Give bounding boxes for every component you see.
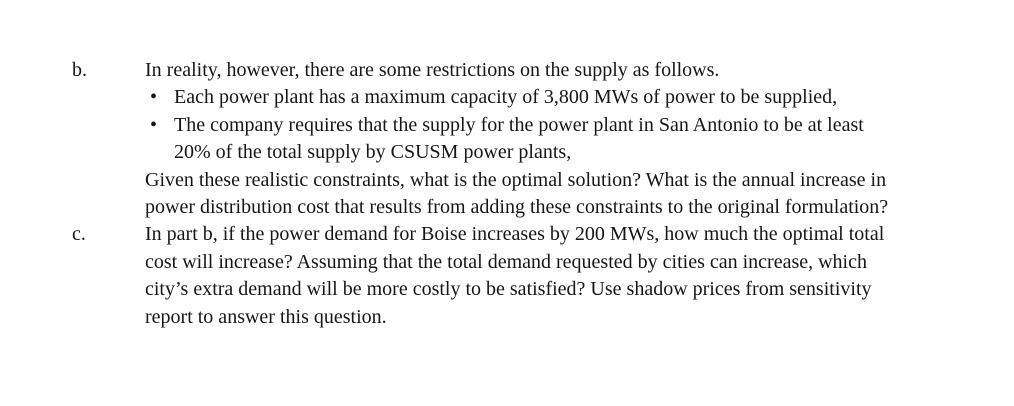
line-text: Each power plant has a maximum capacity of 3,800 MWs of power to be supplied, <box>174 86 838 109</box>
line-text: In reality, however, there are some restrictions on the supply as follows. <box>145 59 720 81</box>
line-text: Given these realistic constraints, what is the optimal solution? What is the annual increase in <box>145 168 887 191</box>
line-text: city’s extra demand will be more costly to be satisfied? Use shadow prices from sensitivity <box>145 278 872 301</box>
problem-text-block <box>0 57 1014 331</box>
bullet-line-san-antonio <box>0 112 1014 139</box>
list-label-c: c. <box>72 223 86 246</box>
line-part-b-question-1 <box>0 167 1014 194</box>
line-part-c-cont-3 <box>0 304 1014 331</box>
bullet-continuation-line <box>0 139 1014 166</box>
line-part-b-question-2 <box>0 194 1014 221</box>
line-part-c-cont-2 <box>0 276 1014 303</box>
line-part-b <box>0 57 1014 84</box>
bullet-icon: • <box>150 113 158 136</box>
bullet-line-max-capacity <box>0 84 1014 111</box>
line-text: report to answer this question. <box>145 305 387 328</box>
line-part-c-cont-1 <box>0 249 1014 276</box>
line-text: The company requires that the supply for the power plant in San Antonio to be at least <box>174 113 864 136</box>
bullet-icon: • <box>150 86 158 109</box>
line-text: cost will increase? Assuming that the total demand requested by cities can increase, which <box>145 250 867 273</box>
line-text: power distribution cost that results from adding these constraints to the original formulation? <box>145 195 889 218</box>
line-part-c <box>0 221 1014 248</box>
line-text: In part b, if the power demand for Boise increases by 200 MWs, how much the optimal total <box>145 223 885 246</box>
line-text: 20% of the total supply by CSUSM power plants, <box>174 141 572 164</box>
list-label-b: b. <box>72 59 87 81</box>
